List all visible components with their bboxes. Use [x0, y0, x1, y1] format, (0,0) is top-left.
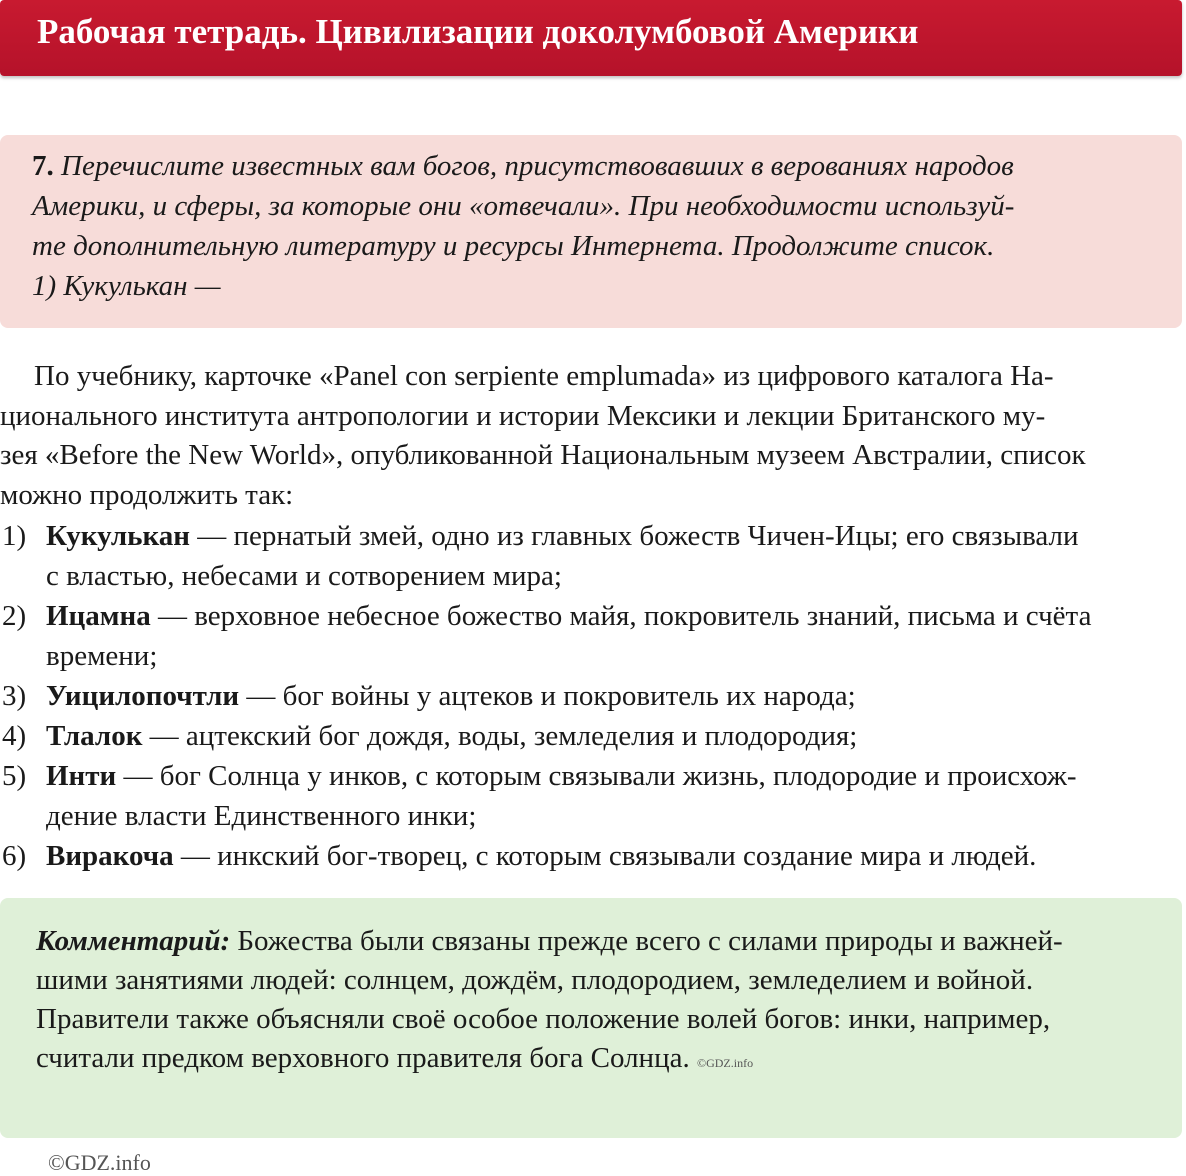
list-item-text — [46, 600, 1091, 633]
comment-box — [0, 898, 1182, 1138]
answer-intro-line-3: зея «Before the New World», опубликованной Национальным музеем Австралии, список — [0, 439, 1086, 471]
comment-text: Божества были связаны прежде всего с силами природы и важней- — [230, 925, 1063, 957]
watermark-footer: ©GDZ.info — [48, 1150, 151, 1175]
god-name: Инти — [46, 760, 117, 792]
title-bar — [0, 0, 1182, 76]
comment-line-2: шими занятиями людей: солнцем, дождём, плодородием, земледелием и войной. — [36, 964, 1034, 996]
answer-intro-line-2: ционального института антропологии и истории Мексики и лекции Британского му- — [0, 400, 1046, 432]
list-item-continuation: дение власти Единственного инки; — [46, 800, 477, 832]
list-item — [0, 520, 1186, 592]
list-item-text — [46, 720, 857, 753]
list-item-number: 1) — [2, 520, 27, 552]
list-item — [0, 720, 1186, 760]
list-item-continuation: времени; — [46, 640, 158, 672]
task-box — [0, 135, 1182, 328]
list-item-text — [46, 760, 1077, 793]
watermark-inline: ©GDZ.info — [696, 1056, 754, 1070]
god-description: — ацтекский бог дождя, воды, земледелия и плодородия; — [142, 720, 858, 752]
list-item-continuation: с властью, небесами и сотворением мира; — [46, 560, 562, 592]
task-number: 7. — [32, 150, 54, 182]
comment-line-3: Правители также объясняли своё особое положение волей богов: инки, например, — [36, 1003, 1051, 1035]
list-item — [0, 840, 1186, 880]
list-item-text — [46, 680, 856, 713]
comment-line-1 — [36, 925, 1063, 958]
task-line-3: те дополнительную литературу и ресурсы Интернета. Продолжите список. — [32, 230, 995, 262]
comment-text: считали предком верховного правителя бога Солнца. — [36, 1042, 690, 1074]
task-line-4: 1) Кукулькан — — [32, 270, 221, 302]
god-description: — верховное небесное божество майя, покровитель знаний, письма и счёта — [150, 600, 1092, 632]
list-item — [0, 600, 1186, 672]
god-name: Уицилопочтли — [46, 680, 240, 712]
list-item — [0, 760, 1186, 832]
list-item-number: 2) — [2, 600, 27, 632]
list-item-number: 6) — [2, 840, 27, 872]
god-description: — бог Солнца у инков, с которым связывали жизнь, плодородие и происхож- — [116, 760, 1077, 792]
list-item-text — [46, 840, 1036, 873]
comment-line-4 — [36, 1042, 753, 1075]
task-text: Перечислите известных вам богов, присутствовавших в верованиях народов — [61, 150, 1014, 182]
comment-label: Комментарий: — [36, 925, 231, 957]
list-item-number: 3) — [2, 680, 27, 712]
answer-intro-line-4: можно продолжить так: — [0, 479, 294, 511]
list-item-number: 4) — [2, 720, 27, 752]
god-name: Тлалок — [46, 720, 143, 752]
god-name: Ицамна — [46, 600, 151, 632]
page-title: Рабочая тетрадь. Цивилизации доколумбовой Америки — [37, 12, 919, 51]
list-item-text — [46, 520, 1079, 553]
list-item-number: 5) — [2, 760, 27, 792]
answer-intro-line-1: По учебнику, карточке «Panel con serpiente emplumada» из цифрового каталога На- — [34, 360, 1054, 392]
god-description: — пернатый змей, одно из главных божеств Чичен-Ицы; его связывали — [189, 520, 1079, 552]
god-name: Виракоча — [46, 840, 174, 872]
god-description: — инкский бог-творец, с которым связывали создание мира и людей. — [173, 840, 1037, 872]
list-item — [0, 680, 1186, 720]
god-name: Кукулькан — [46, 520, 190, 552]
task-line-2: Америки, и сферы, за которые они «отвечали». При необходимости используй- — [32, 190, 1015, 222]
task-line-1 — [32, 150, 1014, 183]
god-description: — бог войны у ацтеков и покровитель их народа; — [239, 680, 856, 712]
